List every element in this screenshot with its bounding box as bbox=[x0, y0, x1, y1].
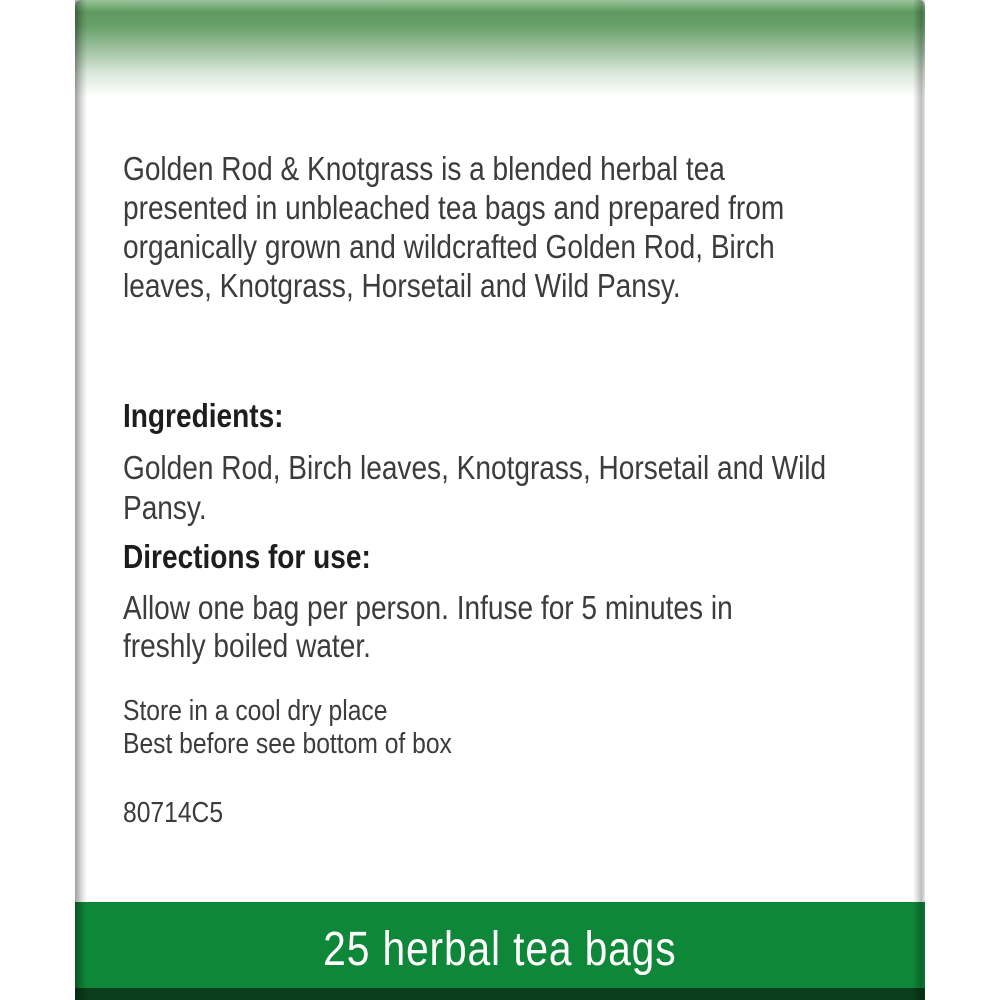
panel-text-content bbox=[123, 0, 925, 1000]
intro-paragraph bbox=[123, 149, 784, 305]
storage-line: Store in a cool dry place bbox=[123, 695, 388, 727]
directions-heading: Directions for use: bbox=[123, 538, 371, 575]
bottom-dark-edge bbox=[75, 988, 925, 1000]
ingredients-heading: Ingredients: bbox=[123, 397, 284, 434]
ingredients-text bbox=[123, 448, 826, 528]
tea-bag-count-label: 25 herbal tea bags bbox=[323, 922, 677, 976]
package-panel bbox=[75, 0, 925, 1000]
intro-line: organically grown and wildcrafted Golden Rod, Birch bbox=[123, 228, 775, 265]
storage-line: Best before see bottom of box bbox=[123, 728, 452, 760]
directions-line: Allow one bag per person. Infuse for 5 minutes in bbox=[123, 589, 733, 626]
intro-line: presented in unbleached tea bags and prepared from bbox=[123, 189, 785, 226]
tea-bag-count-banner bbox=[75, 902, 925, 988]
storage-note bbox=[123, 695, 452, 761]
ingredients-line: Golden Rod, Birch leaves, Knotgrass, Horsetail and Wild bbox=[123, 449, 827, 486]
intro-line: Golden Rod & Knotgrass is a blended herbal tea bbox=[123, 150, 725, 187]
ingredients-line: Pansy. bbox=[123, 489, 207, 526]
directions-text bbox=[123, 589, 733, 665]
batch-code: 80714C5 bbox=[123, 797, 224, 829]
intro-line: leaves, Knotgrass, Horsetail and Wild Pansy. bbox=[123, 267, 681, 304]
directions-line: freshly boiled water. bbox=[123, 627, 371, 664]
box-left-edge-shading bbox=[75, 0, 87, 1000]
